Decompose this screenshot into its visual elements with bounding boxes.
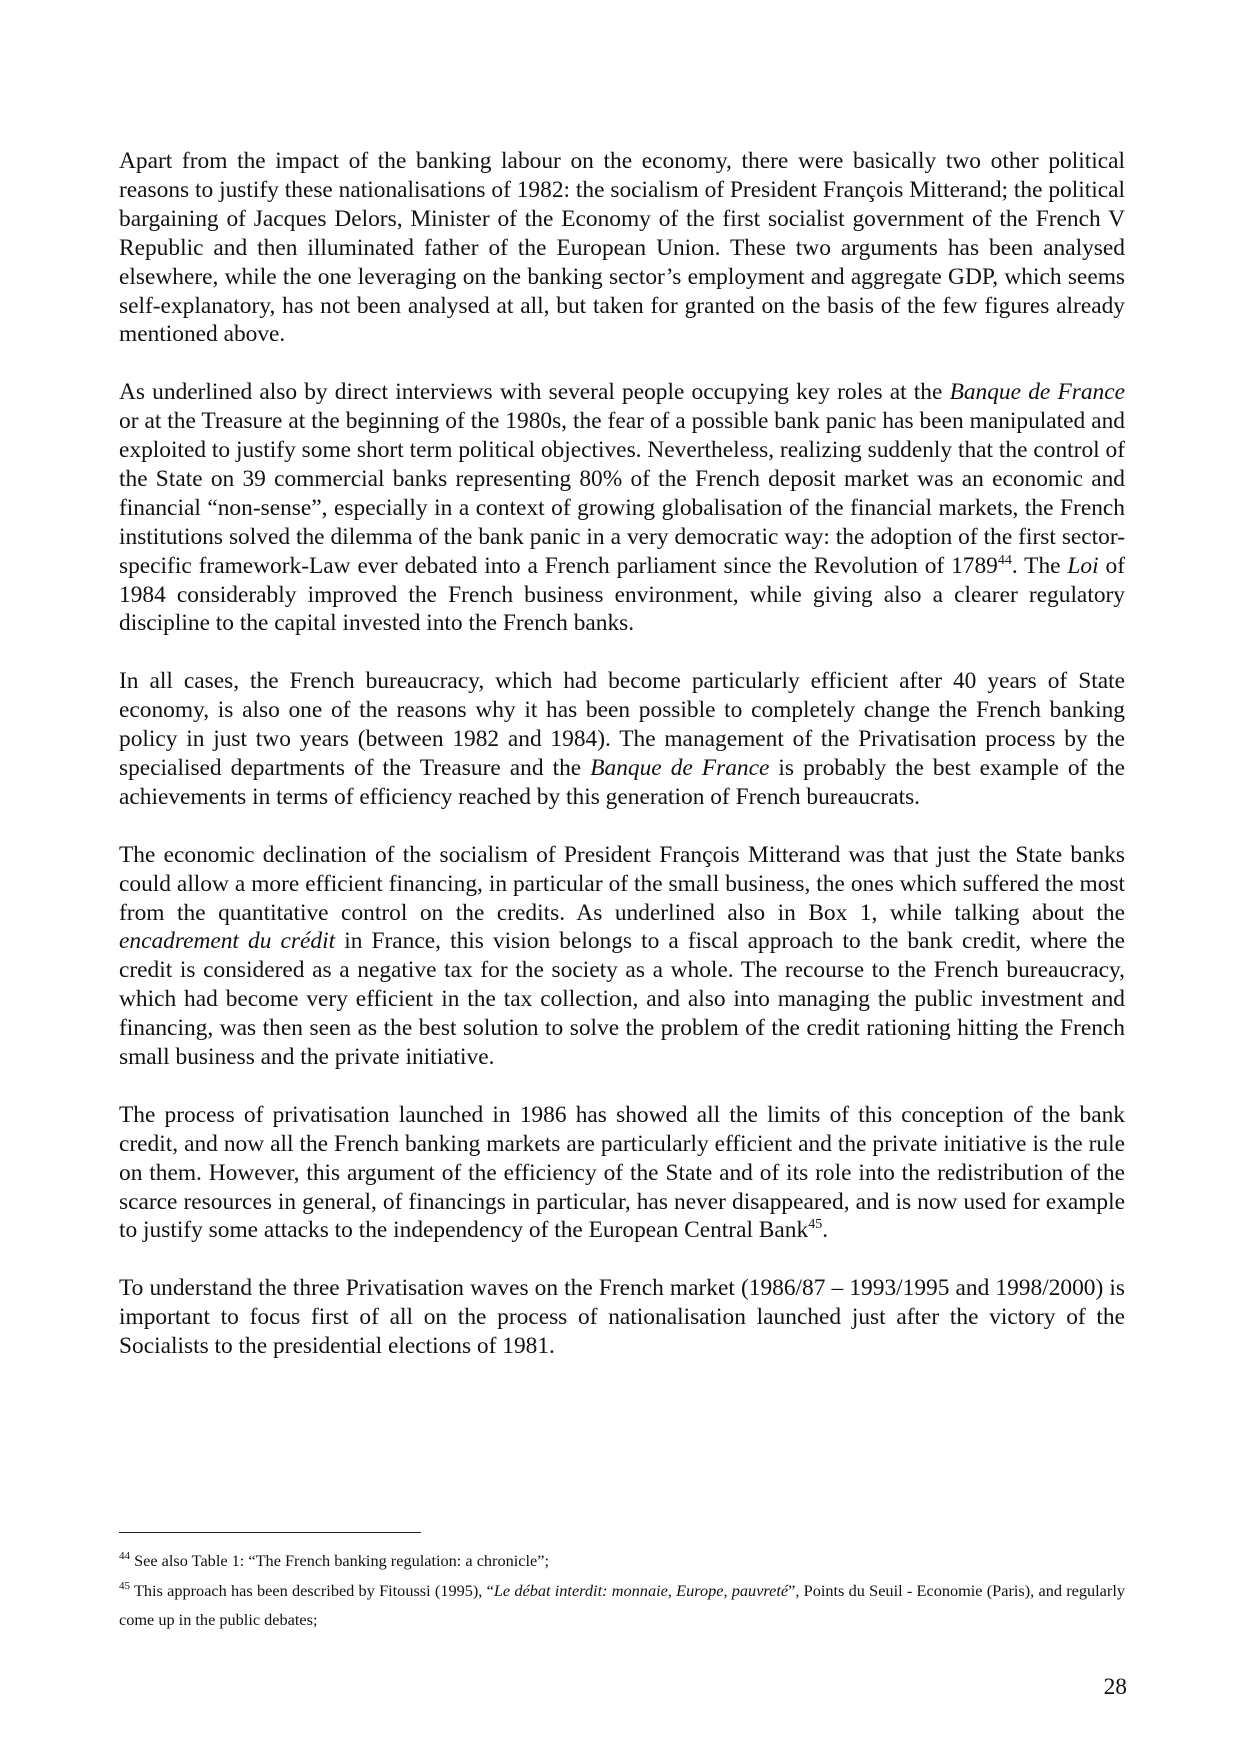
footnotes <box>119 1546 1125 1635</box>
text-run: See also Table 1: “The French banking regulation: a chronicle”; <box>130 1551 550 1570</box>
paragraph <box>119 378 1125 638</box>
paragraph <box>119 841 1125 1072</box>
footnote-45 <box>119 1576 1125 1635</box>
page-number: 28 <box>1103 1674 1127 1700</box>
italic-text: Banque de France <box>949 379 1125 406</box>
footnote-ref: 45 <box>808 1217 823 1233</box>
text-run: or at the Treasure at the beginning of the 1980s, the fear of a possible bank panic has been manipulated and exploited to justify some short term political objectives. Nevertheless, realizing suddenly that the control of the State on 39 commercial banks representing 80% of the French deposit market was an economic and financial “non-sense”, especially in a context of growing globalisation of the financial markets, the French institutions solved the dilemma of the bank panic in a very democratic way: the adoption of the first sector-specific framework-Law ever debated into a French parliament since the Revolution of 1789 <box>119 408 1125 579</box>
paragraph <box>119 667 1125 812</box>
footnote-ref: 44 <box>119 1550 130 1562</box>
text-run: This approach has been described by Fitoussi (1995), “ <box>130 1580 494 1600</box>
italic-text: Banque de France <box>590 755 770 781</box>
text-run: The process of privatisation launched in 1986 has showed all the limits of this conception of the bank credit, and now all the French banking markets are particularly efficient and the private initiative is the rule on them. However, this argument of the efficiency of the State and of its role into the redistribution of the scarce resources in general, of financings in particular, has never disappeared, and is now used for example to justify some attacks to the independency of the European Central Bank <box>119 1101 1125 1244</box>
text-run: As underlined also by direct interviews with several people occupying key roles at the <box>119 379 950 406</box>
italic-text: Loi <box>1067 552 1099 579</box>
paragraph <box>119 147 1125 349</box>
paragraph <box>119 1101 1125 1246</box>
footnote-ref: 44 <box>997 552 1012 568</box>
italic-text: encadrement du crédit <box>119 928 336 955</box>
body-text <box>119 147 1125 1361</box>
footnote-44 <box>119 1546 1125 1576</box>
text-run: The economic declination of the socialism of President François Mitterand was that just the State banks could allow a more efficient financing, in particular of the small business, the ones which suffered the most from the quantitative control on the credits. As underlined also in Box 1, while talking about the <box>119 841 1125 926</box>
text-run: Apart from the impact of the banking labour on the economy, there were basically two other political reasons to justify these nationalisations of 1982: the socialism of President François Mitterand; the political bargaining of Jacques Delors, Minister of the Economy of the first socialist government of the French V Republic and then illuminated father of the European Union. These two arguments has been analysed elsewhere, while the one leveraging on the banking sector’s employment and aggregate GDP, which seems self-explanatory, has not been analysed at all, but taken for granted on the basis of the few figures already mentioned above. <box>119 148 1125 348</box>
text-run: . <box>822 1217 829 1244</box>
text-run: is probably the best example of the achievements in terms of efficiency reached by this generation of French bureaucrats. <box>119 755 1125 810</box>
italic-text: Le débat interdit: monnaie, Europe, pauvreté <box>493 1580 789 1600</box>
text-run: In all cases, the French bureaucracy, which had become particularly efficient after 40 years of State economy, is also one of the reasons why it has been possible to completely change the French banking policy in just two years (between 1982 and 1984). The management of the Privatisation process by the specialised departments of the Treasure and the <box>119 668 1125 781</box>
footnote-ref: 45 <box>119 1579 130 1592</box>
text-run: ”, Points du Seuil - Economie (Paris), and regularly come up in the public debates; <box>119 1580 1125 1629</box>
text-run: of 1984 considerably improved the French business environment, while giving also a clearer regulatory discipline to the capital invested into the French banks. <box>119 552 1125 637</box>
text-run: in France, this vision belongs to a fiscal approach to the bank credit, where the credit is considered as a negative tax for the society as a whole. The recourse to the French bureaucracy, which had become very efficient in the tax collection, and also into managing the public investment and financing, was then seen as the best solution to solve the problem of the credit rationing hitting the French small business and the private initiative. <box>119 928 1125 1071</box>
footnote-separator <box>119 1532 421 1533</box>
text-run: To understand the three Privatisation waves on the French market (1986/87 – 1993/1995 and 1998/2000) is important to focus first of all on the process of nationalisation launched just after the victory of the Socialists to the presidential elections of 1981. <box>119 1275 1125 1360</box>
text-run: . The <box>1011 552 1068 579</box>
paragraph <box>119 1274 1125 1361</box>
